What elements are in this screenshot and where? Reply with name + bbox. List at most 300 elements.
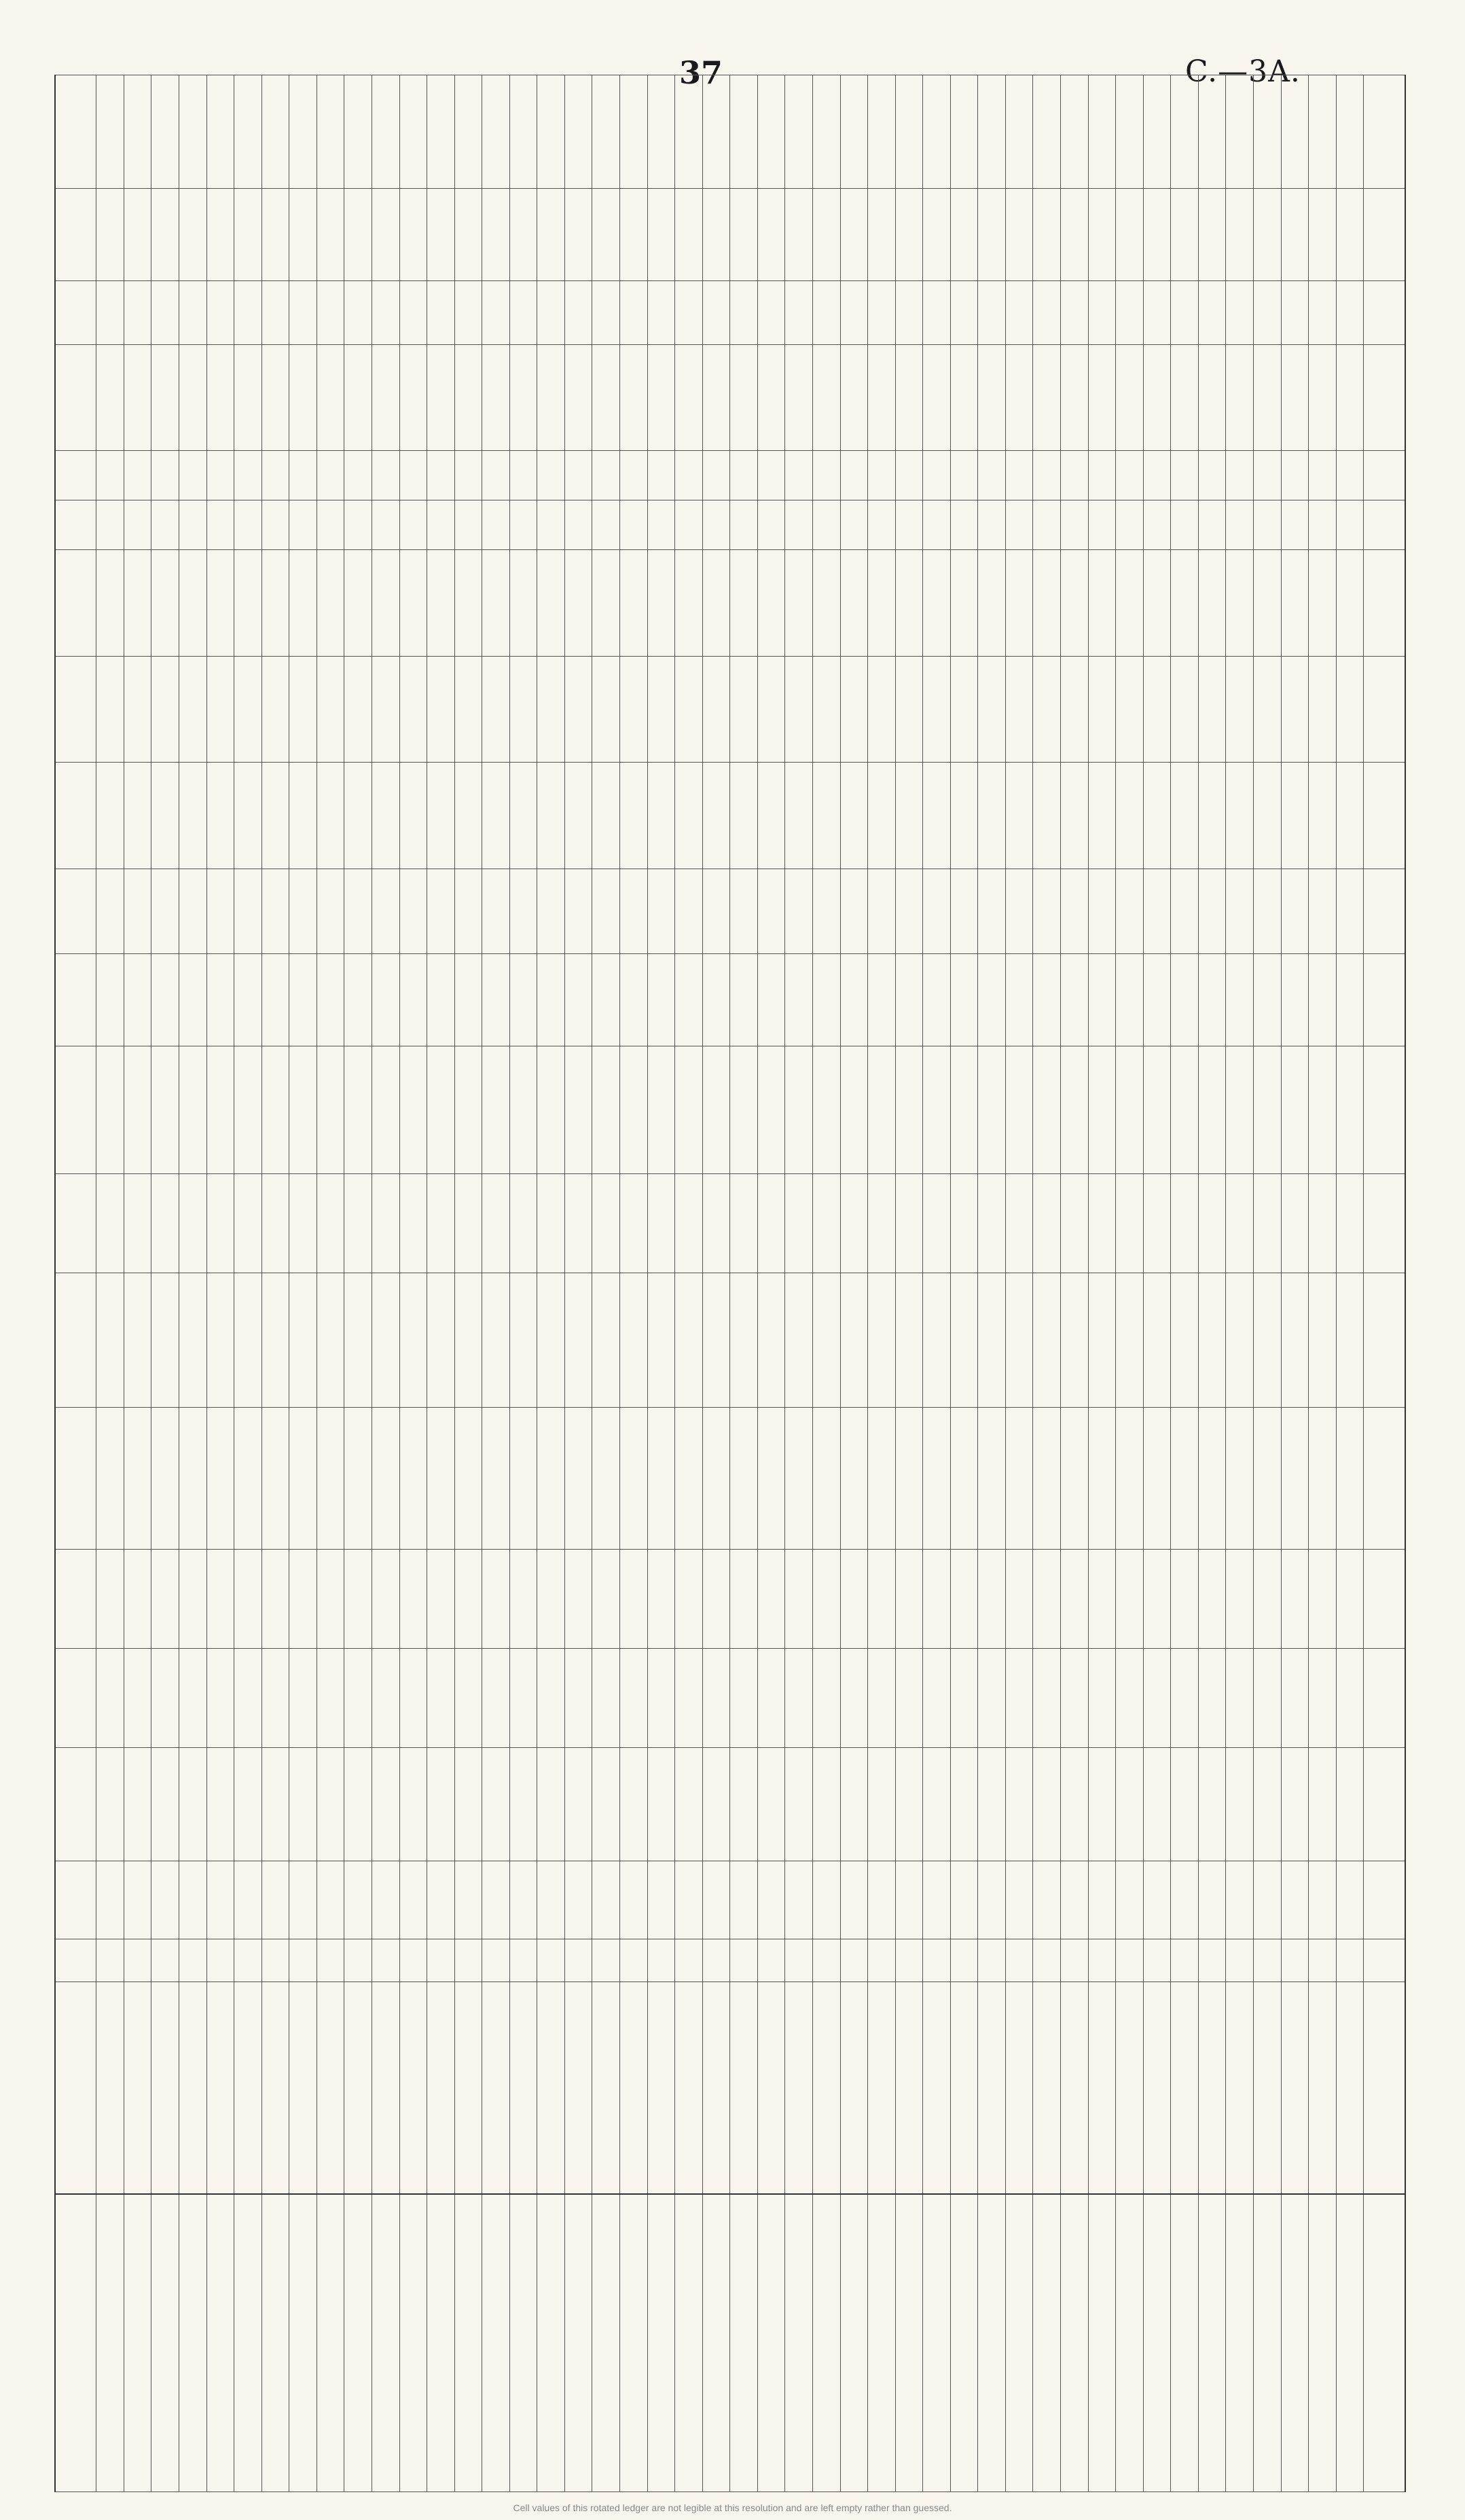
table-cell	[55, 1982, 96, 2194]
table-cell	[1198, 344, 1226, 451]
table-cell	[730, 75, 758, 189]
table-cell	[950, 1408, 978, 1550]
table-cell	[895, 451, 923, 500]
table-cell	[647, 1046, 675, 1173]
table-cell	[1116, 189, 1144, 281]
table-cell	[206, 1408, 234, 1550]
table-cell	[399, 1046, 427, 1173]
table-cell	[1116, 954, 1144, 1046]
table-cell	[427, 550, 455, 657]
table-cell	[840, 763, 868, 869]
table-cell	[316, 1861, 344, 1939]
table-cell	[647, 656, 675, 763]
table-cell	[730, 189, 758, 281]
table-cell	[454, 1861, 482, 1939]
table-cell	[179, 189, 207, 281]
table-cell	[757, 1173, 785, 1273]
table-cell	[1364, 1273, 1405, 1407]
table-cell	[620, 344, 648, 451]
table-cell	[620, 75, 648, 189]
table-cell	[785, 1982, 813, 2194]
table-cell-name	[482, 2194, 510, 2491]
table-cell	[1309, 344, 1337, 451]
mines-ledger-table	[54, 75, 1406, 2492]
table-cell	[950, 763, 978, 869]
table-cell	[1309, 1939, 1337, 1982]
table-cell	[179, 1046, 207, 1173]
table-cell	[564, 954, 592, 1046]
table-cell	[96, 954, 124, 1046]
table-cell	[1281, 1939, 1309, 1982]
table-cell	[840, 1173, 868, 1273]
table-cell	[785, 1173, 813, 1273]
table-cell	[372, 75, 399, 189]
table-row	[1088, 75, 1116, 2492]
table-cell	[206, 1861, 234, 1939]
table-row	[344, 75, 372, 2492]
table-cell	[124, 1982, 151, 2194]
table-cell	[344, 500, 372, 550]
table-cell	[702, 1748, 730, 1861]
table-cell	[923, 280, 951, 344]
table-cell	[372, 1982, 399, 2194]
table-cell	[399, 1649, 427, 1748]
table-cell	[1088, 1982, 1116, 2194]
table-cell	[316, 1046, 344, 1173]
table-cell	[592, 1173, 620, 1273]
table-cell-name	[564, 2194, 592, 2491]
table-cell	[730, 656, 758, 763]
table-cell	[96, 344, 124, 451]
table-cell	[1198, 75, 1226, 189]
table-cell	[868, 763, 896, 869]
table-cell	[812, 1408, 840, 1550]
table-cell	[1005, 1982, 1033, 2194]
table-cell	[1253, 1273, 1281, 1407]
table-cell	[316, 451, 344, 500]
table-cell	[289, 1549, 317, 1648]
table-cell	[427, 656, 455, 763]
table-cell	[1253, 75, 1281, 189]
table-cell	[1171, 1861, 1199, 1939]
table-cell	[950, 1173, 978, 1273]
table-cell	[1364, 280, 1405, 344]
table-cell	[620, 869, 648, 954]
table-cell	[757, 1982, 785, 2194]
table-cell	[592, 189, 620, 281]
table-cell	[482, 656, 510, 763]
table-cell	[151, 1649, 179, 1748]
table-cell	[1116, 763, 1144, 869]
table-row	[730, 75, 758, 2492]
table-cell	[206, 1549, 234, 1648]
table-cell	[482, 1649, 510, 1748]
table-cell	[537, 75, 565, 189]
table-cell	[592, 1408, 620, 1550]
table-cell	[509, 1982, 537, 2194]
table-row	[785, 75, 813, 2492]
table-cell	[1226, 1939, 1254, 1982]
table-cell	[537, 1861, 565, 1939]
table-cell-name	[1116, 2194, 1144, 2491]
table-cell	[454, 869, 482, 954]
table-cell	[1033, 1549, 1061, 1648]
table-cell	[978, 344, 1006, 451]
table-cell	[124, 1649, 151, 1748]
table-cell	[482, 280, 510, 344]
table-cell	[1198, 1748, 1226, 1861]
table-cell	[509, 954, 537, 1046]
table-cell	[289, 1748, 317, 1861]
table-cell	[482, 1939, 510, 1982]
table-cell	[151, 1549, 179, 1648]
table-cell	[537, 1549, 565, 1648]
table-cell	[1088, 656, 1116, 763]
table-cell	[289, 1939, 317, 1982]
table-cell	[1198, 954, 1226, 1046]
table-cell	[1364, 550, 1405, 657]
table-cell	[1253, 763, 1281, 869]
table-cell	[372, 1748, 399, 1861]
table-cell	[234, 954, 262, 1046]
table-cell	[1281, 763, 1309, 869]
table-cell	[1309, 1982, 1337, 2194]
table-cell	[344, 189, 372, 281]
table-row	[1226, 75, 1254, 2492]
table-cell	[124, 1748, 151, 1861]
table-cell	[1364, 1748, 1405, 1861]
table-cell	[1364, 1408, 1405, 1550]
table-cell	[978, 763, 1006, 869]
table-cell	[206, 1173, 234, 1273]
table-cell	[702, 344, 730, 451]
table-cell	[564, 344, 592, 451]
table-cell	[124, 1549, 151, 1648]
table-cell	[564, 550, 592, 657]
table-cell	[399, 1273, 427, 1407]
table-cell	[55, 1549, 96, 1648]
table-cell	[840, 954, 868, 1046]
table-cell	[1116, 1982, 1144, 2194]
table-cell	[1226, 1408, 1254, 1550]
table-cell	[702, 75, 730, 189]
table-cell	[1171, 451, 1199, 500]
table-cell	[1281, 954, 1309, 1046]
table-cell	[1309, 1649, 1337, 1748]
table-cell	[1336, 1939, 1364, 1982]
table-cell	[1336, 1748, 1364, 1861]
table-cell	[289, 451, 317, 500]
table-cell	[895, 1982, 923, 2194]
table-cell	[96, 451, 124, 500]
table-row	[812, 75, 840, 2492]
table-cell	[895, 656, 923, 763]
table-cell	[261, 656, 289, 763]
table-cell	[978, 1549, 1006, 1648]
table-cell	[1281, 451, 1309, 500]
table-cell	[923, 550, 951, 657]
table-cell	[1143, 500, 1171, 550]
table-cell-name	[206, 2194, 234, 2491]
table-cell	[372, 763, 399, 869]
table-cell	[868, 1273, 896, 1407]
table-cell	[399, 344, 427, 451]
table-cell	[509, 280, 537, 344]
table-cell	[289, 1861, 317, 1939]
table-cell	[1336, 1273, 1364, 1407]
table-cell	[1061, 1939, 1089, 1982]
table-cell-name	[730, 2194, 758, 2491]
table-cell	[702, 1408, 730, 1550]
table-cell	[151, 344, 179, 451]
table-cell	[55, 1273, 96, 1407]
table-cell	[454, 344, 482, 451]
table-row	[1116, 75, 1144, 2492]
table-cell	[1143, 451, 1171, 500]
table-cell	[1033, 280, 1061, 344]
table-cell	[151, 1173, 179, 1273]
table-cell	[978, 280, 1006, 344]
table-cell	[55, 1649, 96, 1748]
table-cell	[592, 1046, 620, 1173]
table-cell	[1336, 280, 1364, 344]
table-cell	[895, 1046, 923, 1173]
table-cell	[647, 1173, 675, 1273]
table-cell	[1143, 1408, 1171, 1550]
table-cell	[289, 280, 317, 344]
table-cell	[1226, 1173, 1254, 1273]
table-row	[399, 75, 427, 2492]
table-cell	[399, 1549, 427, 1648]
table-cell	[702, 869, 730, 954]
table-cell	[1364, 1861, 1405, 1939]
table-cell	[1336, 1046, 1364, 1173]
table-cell	[55, 869, 96, 954]
table-cell	[564, 280, 592, 344]
table-cell	[261, 500, 289, 550]
table-cell	[509, 75, 537, 189]
rotated-ledger	[54, 75, 1406, 2492]
table-cell	[1336, 656, 1364, 763]
table-cell	[1088, 189, 1116, 281]
table-cell	[482, 189, 510, 281]
table-cell	[923, 1408, 951, 1550]
table-cell	[785, 1861, 813, 1939]
table-cell-name	[399, 2194, 427, 2491]
table-cell	[1281, 1173, 1309, 1273]
table-cell	[1033, 1173, 1061, 1273]
table-cell	[537, 451, 565, 500]
table-cell	[950, 869, 978, 954]
table-cell	[344, 656, 372, 763]
table-cell	[482, 1046, 510, 1173]
table-cell	[151, 280, 179, 344]
table-cell	[289, 656, 317, 763]
table-cell	[316, 1748, 344, 1861]
table-cell	[482, 1173, 510, 1273]
table-cell	[840, 1861, 868, 1939]
table-cell	[1364, 451, 1405, 500]
table-cell	[1336, 1649, 1364, 1748]
table-cell	[564, 763, 592, 869]
table-cell	[1253, 1046, 1281, 1173]
table-cell	[372, 550, 399, 657]
table-cell	[1198, 1046, 1226, 1173]
table-row	[289, 75, 317, 2492]
table-cell-name	[785, 2194, 813, 2491]
table-cell	[234, 656, 262, 763]
table-cell	[840, 1408, 868, 1550]
table-cell	[1005, 656, 1033, 763]
table-row	[564, 75, 592, 2492]
table-cell	[1033, 954, 1061, 1046]
table-cell	[1005, 1649, 1033, 1748]
table-cell	[1005, 1748, 1033, 1861]
table-cell-name	[234, 2194, 262, 2491]
table-row	[151, 75, 179, 2492]
table-cell	[372, 451, 399, 500]
table-cell	[1171, 869, 1199, 954]
table-cell	[1171, 1549, 1199, 1648]
table-cell	[1253, 1982, 1281, 2194]
table-cell-name	[261, 2194, 289, 2491]
table-cell	[840, 1549, 868, 1648]
table-cell	[179, 656, 207, 763]
table-cell	[234, 1549, 262, 1648]
table-cell	[289, 1273, 317, 1407]
table-cell	[564, 451, 592, 500]
table-cell	[895, 1649, 923, 1748]
table-cell	[316, 763, 344, 869]
table-cell	[702, 1982, 730, 2194]
table-cell	[344, 280, 372, 344]
table-cell-name	[1309, 2194, 1337, 2491]
table-cell-name	[1281, 2194, 1309, 2491]
table-cell	[950, 1273, 978, 1407]
table-row	[840, 75, 868, 2492]
table-cell	[675, 954, 703, 1046]
table-cell	[179, 1861, 207, 1939]
table-row	[509, 75, 537, 2492]
table-cell	[564, 189, 592, 281]
table-cell	[1088, 500, 1116, 550]
table-cell	[1336, 1861, 1364, 1939]
table-cell	[978, 1046, 1006, 1173]
table-cell	[427, 954, 455, 1046]
table-cell	[1364, 763, 1405, 869]
table-cell	[868, 1748, 896, 1861]
table-cell	[179, 550, 207, 657]
table-cell	[564, 500, 592, 550]
table-cell	[454, 280, 482, 344]
table-cell	[812, 1649, 840, 1748]
table-cell	[1226, 954, 1254, 1046]
table-cell	[509, 1173, 537, 1273]
table-cell	[785, 1748, 813, 1861]
table-cell	[1253, 1173, 1281, 1273]
table-cell	[206, 189, 234, 281]
table-cell	[316, 1549, 344, 1648]
table-cell	[1171, 280, 1199, 344]
table-cell	[1088, 1046, 1116, 1173]
table-cell	[1198, 1273, 1226, 1407]
table-cell	[1033, 1939, 1061, 1982]
table-cell	[124, 656, 151, 763]
table-cell	[950, 75, 978, 189]
table-cell-name	[537, 2194, 565, 2491]
table-cell-name	[895, 2194, 923, 2491]
table-cell	[427, 763, 455, 869]
table-cell	[1171, 550, 1199, 657]
table-cell	[454, 451, 482, 500]
table-cell	[592, 1649, 620, 1748]
table-cell	[234, 1273, 262, 1407]
table-cell	[1116, 1408, 1144, 1550]
table-cell	[55, 500, 96, 550]
table-cell-name	[151, 2194, 179, 2491]
table-cell	[730, 1549, 758, 1648]
table-cell	[757, 869, 785, 954]
table-cell	[757, 1748, 785, 1861]
table-cell	[1143, 1273, 1171, 1407]
table-cell-name	[978, 2194, 1006, 2491]
table-cell	[1143, 1748, 1171, 1861]
table-cell	[206, 1939, 234, 1982]
table-cell	[950, 1939, 978, 1982]
table-cell	[868, 954, 896, 1046]
table-cell	[730, 1982, 758, 2194]
table-row	[1336, 75, 1364, 2492]
table-cell	[1336, 189, 1364, 281]
table-cell	[592, 280, 620, 344]
table-row	[206, 75, 234, 2492]
table-cell	[206, 656, 234, 763]
table-cell	[1253, 344, 1281, 451]
table-cell	[344, 1861, 372, 1939]
table-cell	[289, 344, 317, 451]
table-cell	[509, 869, 537, 954]
table-cell	[1336, 1982, 1364, 2194]
table-cell	[812, 656, 840, 763]
table-cell	[702, 1046, 730, 1173]
table-cell	[620, 550, 648, 657]
table-cell	[1033, 763, 1061, 869]
table-cell	[592, 1982, 620, 2194]
table-cell	[868, 280, 896, 344]
table-cell	[978, 550, 1006, 657]
table-cell	[234, 1748, 262, 1861]
table-cell	[537, 344, 565, 451]
table-cell	[923, 656, 951, 763]
table-cell	[868, 500, 896, 550]
table-cell-name	[620, 2194, 648, 2491]
table-cell	[316, 1982, 344, 2194]
table-row	[895, 75, 923, 2492]
table-row	[1364, 75, 1405, 2492]
table-cell	[509, 189, 537, 281]
table-cell	[1005, 189, 1033, 281]
table-cell	[1088, 1173, 1116, 1273]
table-cell-name	[812, 2194, 840, 2491]
table-cell	[206, 1982, 234, 2194]
table-cell	[1309, 763, 1337, 869]
table-cell	[812, 280, 840, 344]
table-cell	[564, 1748, 592, 1861]
table-cell	[96, 1748, 124, 1861]
table-cell	[950, 344, 978, 451]
table-cell	[482, 869, 510, 954]
table-cell	[316, 1273, 344, 1407]
